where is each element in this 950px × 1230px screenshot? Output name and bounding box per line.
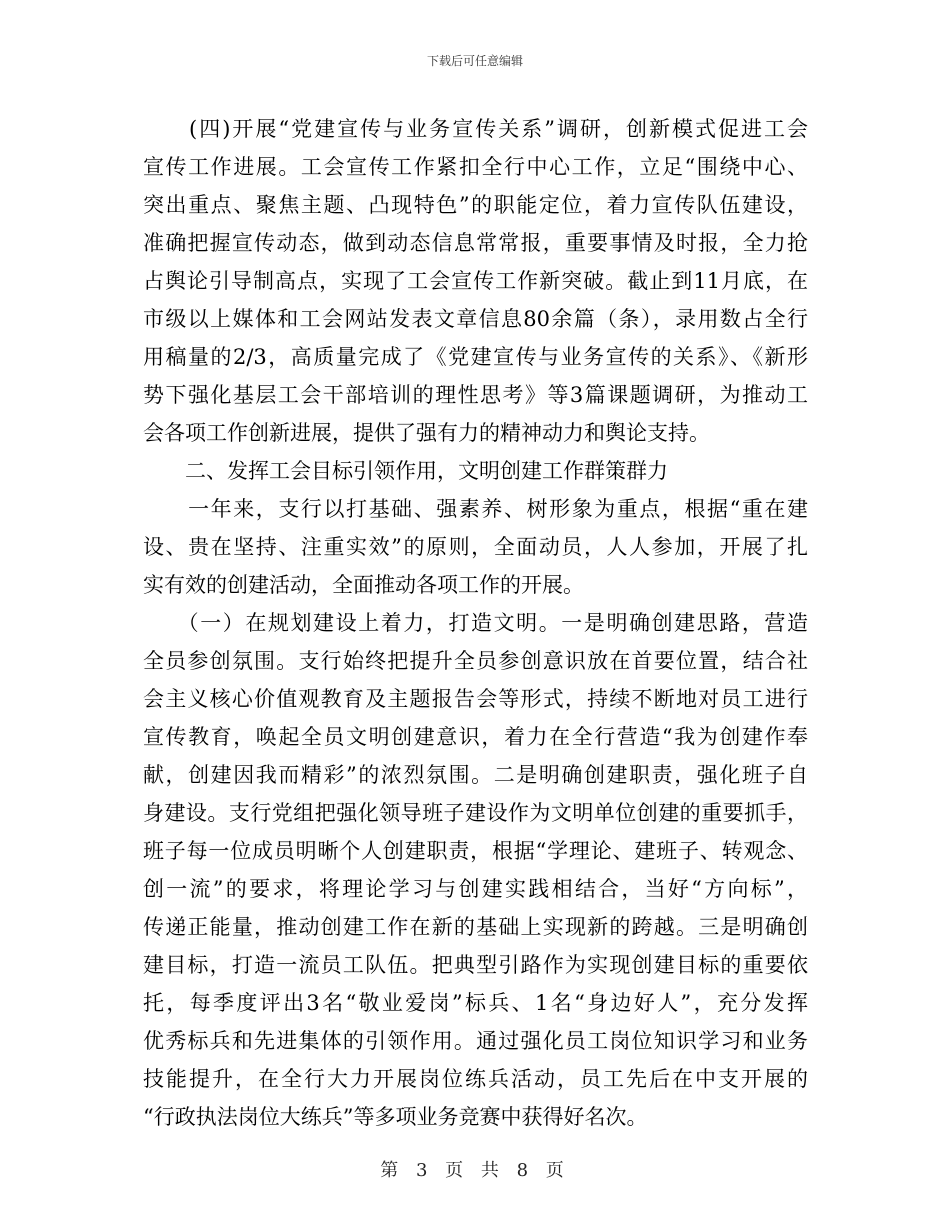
text-line: 占舆论引导制高点，实现了工会宣传工作新突破。截止到11月底，在 bbox=[143, 269, 808, 293]
text-line: 身建设。支行党组把强化领导班子建设作为文明单位创建的重要抓手， bbox=[143, 801, 808, 825]
text-line: 准确把握宣传动态，做到动态信息常常报，重要事情及时报，全力抢 bbox=[143, 231, 808, 255]
text-line: 建目标，打造一流员工队伍。把典型引路作为实现创建目标的重要依 bbox=[143, 953, 808, 977]
text-line: 献，创建因我而精彩”的浓烈氛围。二是明确创建职责，强化班子自 bbox=[143, 763, 808, 787]
text-line: 突出重点、聚焦主题、凸现特色”的职能定位，着力宣传队伍建设， bbox=[143, 193, 808, 217]
text-line: 二、发挥工会目标引领作用，文明创建工作群策群力 bbox=[143, 459, 668, 483]
text-line: 会各项工作创新进展，提供了强有力的精神动力和舆论支持。 bbox=[143, 421, 710, 445]
text-line: 一年来，支行以打基础、强素养、树形象为重点，根据“重在建 bbox=[143, 497, 808, 521]
text-line: 传递正能量，推动创建工作在新的基础上实现新的跨越。三是明确创 bbox=[143, 915, 808, 939]
page-number: 第 3 页 共 8 页 bbox=[380, 1160, 570, 1181]
page-header: 下载后可任意编辑 bbox=[426, 54, 523, 68]
text-line: 设、贵在坚持、注重实效”的原则，全面动员，人人参加，开展了扎 bbox=[143, 535, 808, 559]
text-line: 技能提升，在全行大力开展岗位练兵活动，员工先后在中支开展的 bbox=[143, 1067, 808, 1091]
text-line: 优秀标兵和先进集体的引领作用。通过强化员工岗位知识学习和业务 bbox=[143, 1029, 808, 1053]
text-line: （一）在规划建设上着力，打造文明。一是明确创建思路，营造 bbox=[143, 611, 808, 635]
text-line: 宣传工作进展。工会宣传工作紧扣全行中心工作，立足“围绕中心、 bbox=[143, 155, 808, 179]
text-line: 会主义核心价值观教育及主题报告会等形式，持续不断地对员工进行 bbox=[143, 687, 808, 711]
text-line: 班子每一位成员明晰个人创建职责，根据“学理论、建班子、转观念、 bbox=[143, 839, 808, 863]
text-line: 市级以上媒体和工会网站发表文章信息80余篇（条），录用数占全行 bbox=[143, 307, 808, 331]
text-line: 全员参创氛围。支行始终把提升全员参创意识放在首要位置，结合社 bbox=[143, 649, 808, 673]
text-line: 托，每季度评出3名“敬业爱岗”标兵、1名“身边好人”，充分发挥 bbox=[143, 991, 808, 1015]
body-text bbox=[143, 110, 808, 1136]
text-line: “行政执法岗位大练兵”等多项业务竞赛中获得好名次。 bbox=[143, 1105, 648, 1129]
text-line: 实有效的创建活动，全面推动各项工作的开展。 bbox=[143, 573, 584, 597]
text-line: 势下强化基层工会干部培训的理性思考》等3篇课题调研，为推动工 bbox=[143, 383, 808, 407]
text-line: 宣传教育，唤起全员文明创建意识，着力在全行营造“我为创建作奉 bbox=[143, 725, 808, 749]
text-line: 用稿量的2/3，高质量完成了《党建宣传与业务宣传的关系》、《新形 bbox=[143, 345, 808, 369]
text-line: 创一流”的要求，将理论学习与创建实践相结合，当好“方向标”， bbox=[143, 877, 808, 901]
text-line: (四)开展“党建宣传与业务宣传关系”调研，创新模式促进工会 bbox=[143, 117, 808, 141]
